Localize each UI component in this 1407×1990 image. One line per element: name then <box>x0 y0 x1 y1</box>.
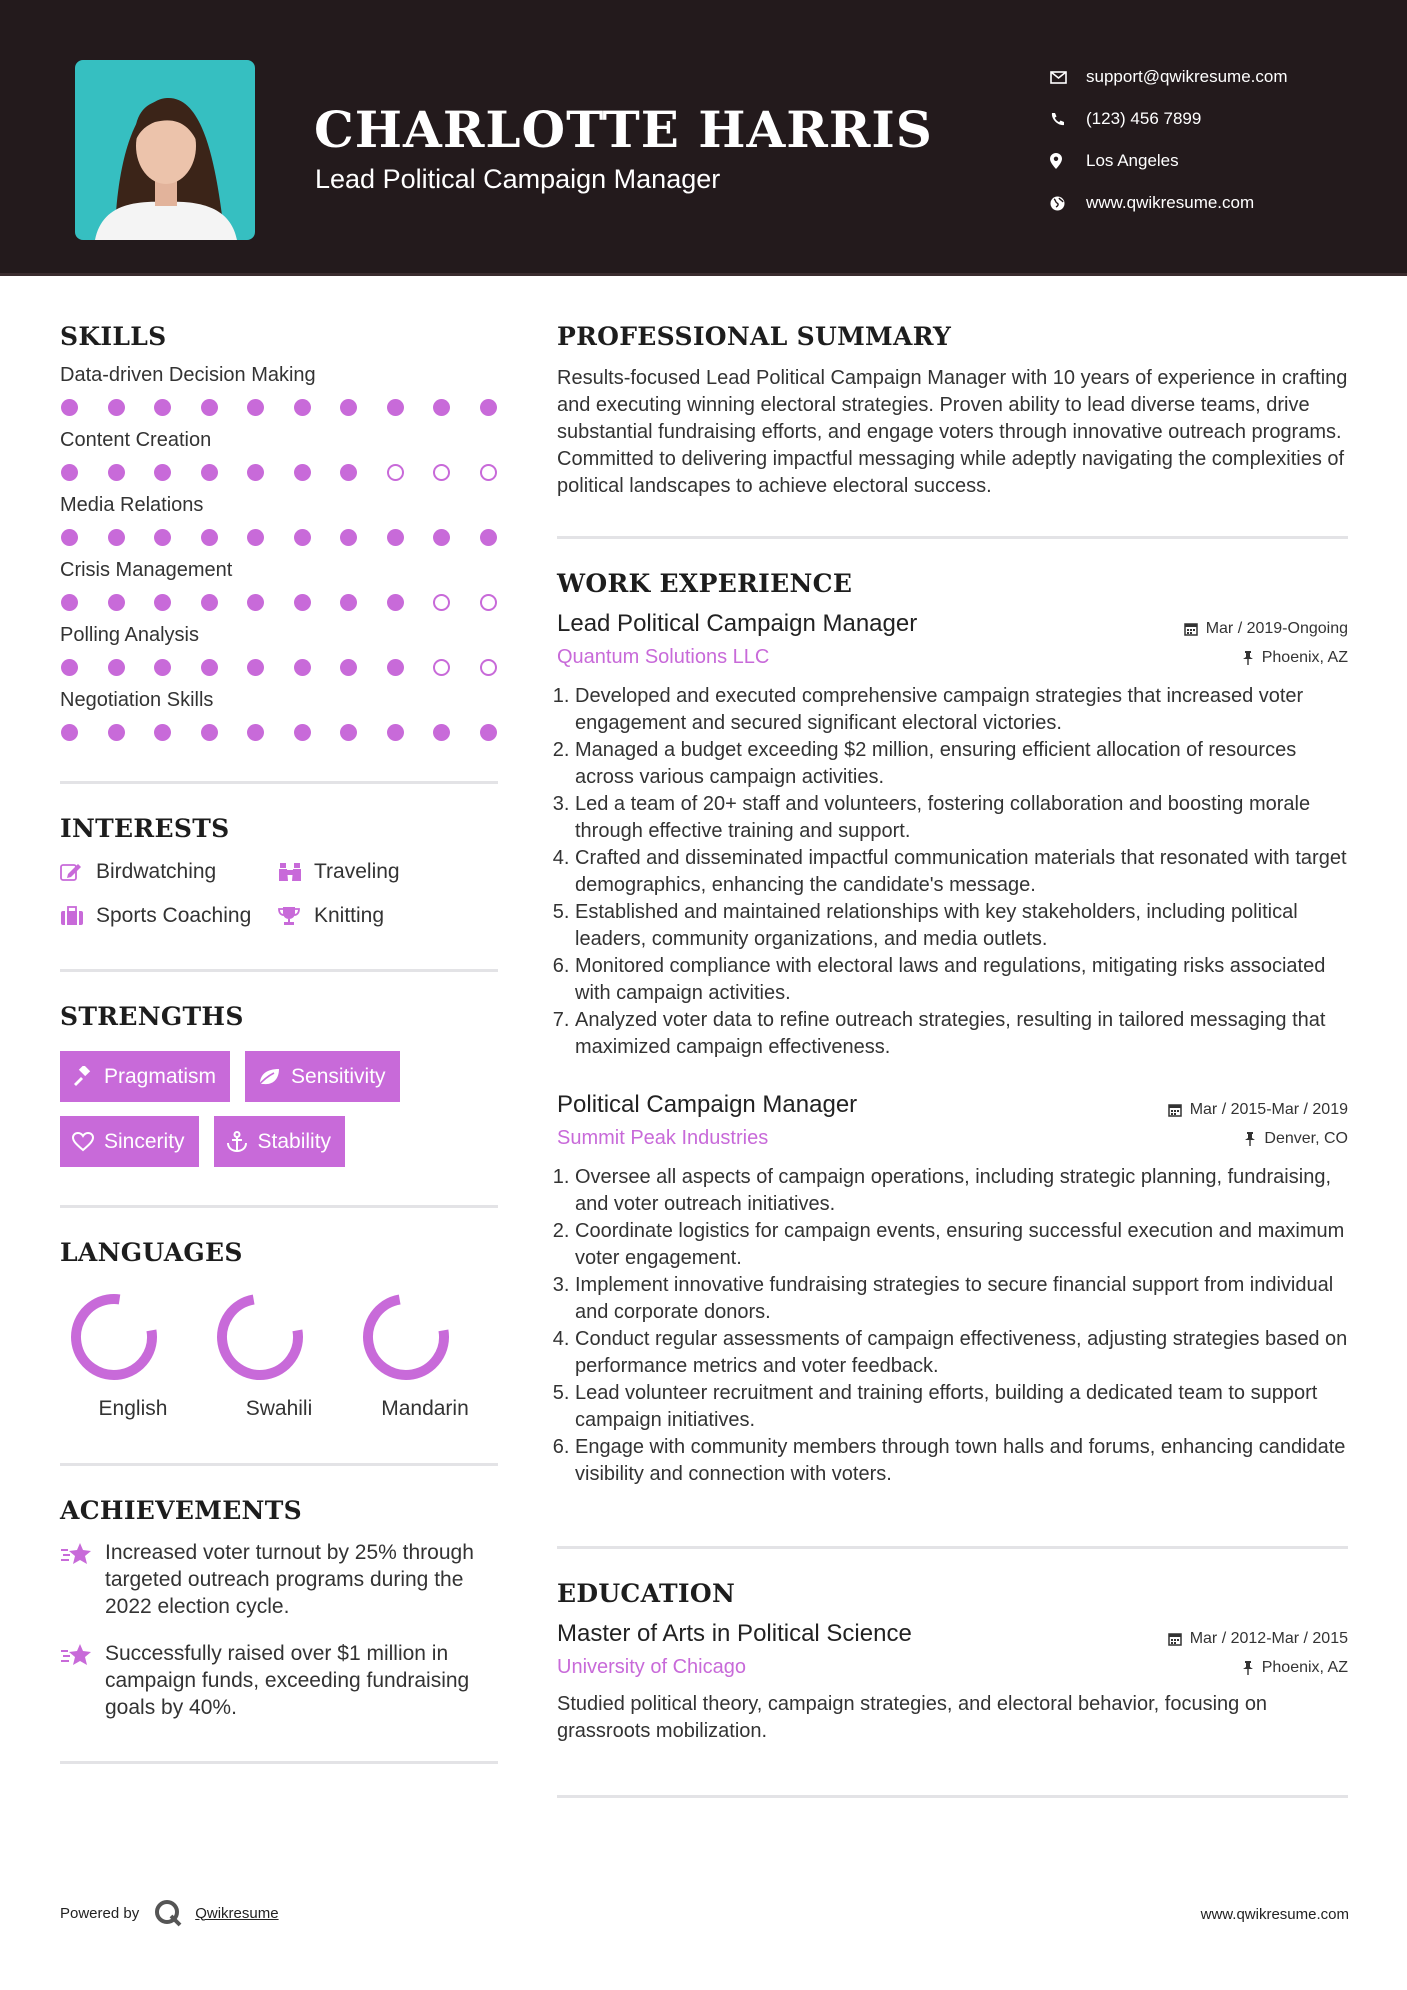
skills-section <box>60 322 498 741</box>
experience-section <box>557 569 1348 1488</box>
language-item <box>60 1291 206 1421</box>
contact-website[interactable] <box>1050 182 1380 224</box>
rating-dot-filled <box>294 399 311 416</box>
job-subheader <box>557 1127 1348 1150</box>
language-level-ring <box>360 1291 452 1383</box>
contact-location <box>1050 140 1380 182</box>
rating-dot-empty <box>480 464 497 481</box>
skill-rating <box>60 529 498 546</box>
education-description: Studied political theory, campaign strategies, and electoral behavior, focusing on grassroots mobilization. <box>557 1693 1268 1742</box>
language-label: English <box>98 1397 168 1420</box>
job-location <box>1244 1130 1348 1148</box>
achievement-item <box>60 1640 498 1721</box>
rating-dot-filled <box>247 594 264 611</box>
rating-dot-filled <box>61 529 78 546</box>
rating-dot-filled <box>108 399 125 416</box>
rating-dot-filled <box>61 594 78 611</box>
education-location <box>1242 1659 1348 1677</box>
job-bullet: 2. Managed a budget exceeding $2 million, ensuring efficient allocation of resources across various campaign activities. <box>575 737 1348 791</box>
experience-title: WORK EXPERIENCE <box>557 569 853 598</box>
strengths-section <box>60 1002 498 1167</box>
rating-dot-filled <box>294 724 311 741</box>
language-item <box>206 1291 352 1421</box>
school-name: University of Chicago <box>557 1656 746 1678</box>
strength-chip <box>245 1051 400 1102</box>
rating-dot-filled <box>154 724 171 741</box>
pushpin-icon <box>1244 1132 1256 1146</box>
rating-dot-filled <box>433 529 450 546</box>
rating-dot-filled <box>154 399 171 416</box>
anchor-icon <box>226 1131 248 1153</box>
job-bullet: 3. Led a team of 20+ staff and volunteers, fostering collaboration and boosting morale through effective training and support. <box>575 791 1348 845</box>
language-level-ring <box>68 1291 160 1383</box>
rating-dot-filled <box>340 659 357 676</box>
rating-dot-filled <box>294 464 311 481</box>
rating-dot-filled <box>294 594 311 611</box>
summary-text: Results-focused Lead Political Campaign Manager with 10 years of experience in crafting and executing winning electoral strategies. Proven ability to lead diverse teams, drive substantial fundraising efforts, and engage voters through innovative outreach programs. Committed to delivering impactful messaging while adeptly navigating the complexities of political landscapes to achieve electoral success. <box>557 367 1348 497</box>
strength-label: Sensitivity <box>291 1064 386 1088</box>
job-location <box>1242 649 1348 667</box>
rating-dot-filled <box>387 659 404 676</box>
skills-list <box>60 364 498 741</box>
pushpin-icon <box>1242 651 1254 665</box>
rating-dot-filled <box>247 529 264 546</box>
footer-branding <box>60 1898 279 1928</box>
rating-dot-filled <box>480 399 497 416</box>
rating-dot-filled <box>108 659 125 676</box>
rating-dot-filled <box>340 399 357 416</box>
interest-item <box>60 859 278 885</box>
company-name: Quantum Solutions LLC <box>557 646 770 668</box>
rating-dot-empty <box>480 594 497 611</box>
calendar-icon <box>1184 622 1198 636</box>
contact-phone[interactable] <box>1050 98 1380 140</box>
job-bullet: 5. Established and maintained relationships with key stakeholders, including political leaders, community organizations, and media outlets. <box>575 899 1348 953</box>
education-location-text: Phoenix, AZ <box>1261 1658 1348 1676</box>
rating-dot-filled <box>108 529 125 546</box>
section-divider <box>60 1205 498 1208</box>
shooting-star-icon <box>60 1640 105 1721</box>
job-bullet: 7. Analyzed voter data to refine outreach strategies, resulting in tailored messaging that maximized campaign effectiveness. <box>575 1007 1348 1061</box>
job-date <box>1184 620 1348 638</box>
job-date <box>1168 1101 1348 1119</box>
skill-rating <box>60 659 498 676</box>
job-bullets <box>557 1164 1348 1488</box>
strengths-title: STRENGTHS <box>60 1002 244 1031</box>
section-divider <box>557 1795 1348 1798</box>
interest-label: Traveling <box>314 860 400 883</box>
trophy-icon <box>278 906 314 926</box>
rating-dot-filled <box>340 724 357 741</box>
candidate-role: Lead Political Campaign Manager <box>315 164 721 194</box>
rating-dot-filled <box>108 724 125 741</box>
rating-dot-filled <box>61 724 78 741</box>
languages-list <box>60 1291 498 1421</box>
section-divider <box>60 1463 498 1466</box>
job-bullet: 1. Oversee all aspects of campaign operations, including strategic planning, fundraising, and voter outreach initiatives. <box>575 1164 1348 1218</box>
rating-dot-empty <box>433 464 450 481</box>
rating-dot-filled <box>294 529 311 546</box>
summary-title: PROFESSIONAL SUMMARY <box>557 322 952 351</box>
contact-website-text: www.qwikresume.com <box>1086 193 1255 212</box>
rating-dot-filled <box>154 594 171 611</box>
resume-header <box>0 0 1407 276</box>
rating-dot-filled <box>201 724 218 741</box>
section-divider <box>60 781 498 784</box>
rating-dot-filled <box>433 399 450 416</box>
language-level-ring <box>214 1291 306 1383</box>
language-item <box>352 1291 498 1421</box>
qwikresume-logo-icon <box>153 1898 183 1928</box>
job-title: Lead Political Campaign Manager <box>557 610 918 637</box>
rating-dot-filled <box>61 464 78 481</box>
language-label: Swahili <box>245 1397 313 1420</box>
job-bullet: 6. Engage with community members through town halls and forums, enhancing candidate visibility and connection with voters. <box>575 1434 1348 1488</box>
job-bullet: 2. Coordinate logistics for campaign events, ensuring successful execution and maximum voter engagement. <box>575 1218 1348 1272</box>
strength-label: Sincerity <box>104 1129 185 1153</box>
contact-email-text: support@qwikresume.com <box>1086 67 1288 86</box>
section-divider <box>557 536 1348 539</box>
interest-label: Knitting <box>314 904 385 927</box>
rating-dot-filled <box>480 529 497 546</box>
rating-dot-filled <box>154 529 171 546</box>
education-subheader <box>557 1656 1348 1679</box>
interests-section <box>60 814 498 929</box>
summary-section <box>557 322 1348 500</box>
languages-title: LANGUAGES <box>60 1238 243 1267</box>
rating-dot-filled <box>387 399 404 416</box>
language-label: Mandarin <box>381 1397 469 1420</box>
education-date-text: Mar / 2012-Mar / 2015 <box>1189 1630 1348 1647</box>
strength-chip <box>60 1051 230 1102</box>
rating-dot-empty <box>433 659 450 676</box>
rating-dot-empty <box>387 464 404 481</box>
profile-photo <box>75 60 255 240</box>
rating-dot-filled <box>108 464 125 481</box>
achievement-text: Successfully raised over $1 million in campaign funds, exceeding fundraising goals by 40%. <box>105 1642 470 1719</box>
rating-dot-filled <box>340 529 357 546</box>
job-bullets <box>557 683 1348 1061</box>
skill-name: Polling Analysis <box>60 624 199 646</box>
qwikresume-link[interactable]: Qwikresume <box>195 1904 279 1922</box>
gavel-icon <box>72 1066 94 1088</box>
binoculars-icon <box>278 862 314 882</box>
job-date-text: Mar / 2015-Mar / 2019 <box>1189 1101 1348 1118</box>
job-header <box>557 1091 1348 1119</box>
person-portrait-icon <box>75 60 255 240</box>
job-location-text: Phoenix, AZ <box>1261 648 1348 666</box>
company-name: Summit Peak Industries <box>557 1127 769 1149</box>
skill-rating <box>60 724 498 741</box>
rating-dot-filled <box>61 399 78 416</box>
job-bullet: 1. Developed and executed comprehensive campaign strategies that increased voter engagement and secured significant electoral victories. <box>575 683 1348 737</box>
rating-dot-filled <box>108 594 125 611</box>
section-divider <box>557 1546 1348 1549</box>
map-marker-icon <box>1050 153 1086 169</box>
skill-rating <box>60 464 498 481</box>
strength-label: Stability <box>257 1129 332 1153</box>
rating-dot-filled <box>387 594 404 611</box>
achievement-text: Increased voter turnout by 25% through targeted outreach programs during the 2022 election cycle. <box>105 1541 474 1618</box>
skills-title: SKILLS <box>60 322 167 351</box>
rating-dot-filled <box>201 464 218 481</box>
rating-dot-filled <box>247 724 264 741</box>
strength-label: Pragmatism <box>104 1064 217 1088</box>
skill-rating <box>60 399 498 416</box>
education-title: EDUCATION <box>557 1579 736 1608</box>
interest-label: Birdwatching <box>96 860 217 883</box>
rating-dot-empty <box>480 659 497 676</box>
strengths-list <box>60 1051 498 1167</box>
language-level-arc <box>216 1293 304 1381</box>
job-bullet: 4. Crafted and disseminated impactful communication materials that resonated with target demographics, enhancing the candidate's message. <box>575 845 1348 899</box>
rating-dot-filled <box>201 594 218 611</box>
rating-dot-filled <box>201 659 218 676</box>
education-entry <box>557 1620 1348 1745</box>
rating-dot-filled <box>387 724 404 741</box>
rating-dot-filled <box>201 529 218 546</box>
job-subheader <box>557 646 1348 669</box>
rating-dot-filled <box>247 399 264 416</box>
contact-phone-text: (123) 456 7899 <box>1086 109 1202 128</box>
pushpin-icon <box>1242 1661 1254 1675</box>
skill-name: Data-driven Decision Making <box>60 364 316 386</box>
powered-by-text: Powered by <box>60 1904 140 1922</box>
left-column <box>60 322 498 1764</box>
rating-dot-filled <box>154 659 171 676</box>
skill-name: Crisis Management <box>60 559 233 581</box>
strength-chip <box>60 1116 199 1167</box>
education-date <box>1168 1630 1348 1648</box>
rating-dot-filled <box>201 399 218 416</box>
calendar-icon <box>1168 1103 1182 1117</box>
envelope-icon <box>1050 71 1086 84</box>
heart-icon <box>72 1132 94 1152</box>
strength-chip <box>214 1116 346 1167</box>
job-bullet: 6. Monitored compliance with electoral laws and regulations, mitigating risks associated with campaign activities. <box>575 953 1348 1007</box>
job-bullet: 4. Conduct regular assessments of campaign effectiveness, adjusting strategies based on performance metrics and voter feedback. <box>575 1326 1348 1380</box>
rating-dot-filled <box>294 659 311 676</box>
job-entry <box>557 1091 1348 1488</box>
suitcase-icon <box>60 906 96 926</box>
rating-dot-empty <box>433 594 450 611</box>
section-divider <box>60 1761 498 1764</box>
education-section <box>557 1579 1348 1745</box>
skill-rating <box>60 594 498 611</box>
rating-dot-filled <box>154 464 171 481</box>
contact-location-text: Los Angeles <box>1086 151 1179 170</box>
rating-dot-filled <box>340 464 357 481</box>
job-bullet: 3. Implement innovative fundraising strategies to secure financial support from individual and corporate donors. <box>575 1272 1348 1326</box>
languages-section <box>60 1238 498 1421</box>
interests-list <box>60 859 498 929</box>
candidate-name: CHARLOTTE HARRIS <box>314 100 933 159</box>
rating-dot-filled <box>480 724 497 741</box>
footer-website[interactable]: www.qwikresume.com <box>1200 1906 1349 1923</box>
job-entry <box>557 610 1348 1061</box>
pencil-square-icon <box>60 862 96 882</box>
skill-name: Content Creation <box>60 429 212 451</box>
rating-dot-filled <box>387 529 404 546</box>
rating-dot-filled <box>433 724 450 741</box>
rating-dot-filled <box>340 594 357 611</box>
contact-list <box>1050 56 1380 224</box>
globe-icon <box>1050 196 1086 211</box>
rating-dot-filled <box>247 464 264 481</box>
job-bullet: 5. Lead volunteer recruitment and training efforts, building a dedicated team to support campaign initiatives. <box>575 1380 1348 1434</box>
achievements-title: ACHIEVEMENTS <box>60 1496 302 1525</box>
rating-dot-filled <box>247 659 264 676</box>
education-header <box>557 1620 1348 1648</box>
interest-item <box>278 903 498 929</box>
contact-email[interactable] <box>1050 56 1380 98</box>
achievement-item <box>60 1539 498 1620</box>
right-column <box>557 322 1348 1798</box>
job-date-text: Mar / 2019-Ongoing <box>1205 620 1348 637</box>
job-header <box>557 610 1348 638</box>
interest-item <box>60 903 278 929</box>
job-title: Political Campaign Manager <box>557 1091 858 1118</box>
job-location-text: Denver, CO <box>1264 1129 1348 1147</box>
interest-label: Sports Coaching <box>96 904 252 927</box>
calendar-icon <box>1168 1632 1182 1646</box>
skill-name: Negotiation Skills <box>60 689 214 711</box>
section-divider <box>60 969 498 972</box>
language-level-arc <box>362 1293 450 1381</box>
interests-title: INTERESTS <box>60 814 230 843</box>
achievements-section <box>60 1496 498 1721</box>
rating-dot-filled <box>61 659 78 676</box>
shooting-star-icon <box>60 1539 105 1620</box>
phone-icon <box>1050 112 1086 127</box>
interest-item <box>278 859 498 885</box>
degree-title: Master of Arts in Political Science <box>557 1620 912 1647</box>
leaf-icon <box>257 1067 281 1087</box>
skill-name: Media Relations <box>60 494 204 516</box>
language-level-arc <box>70 1293 158 1381</box>
